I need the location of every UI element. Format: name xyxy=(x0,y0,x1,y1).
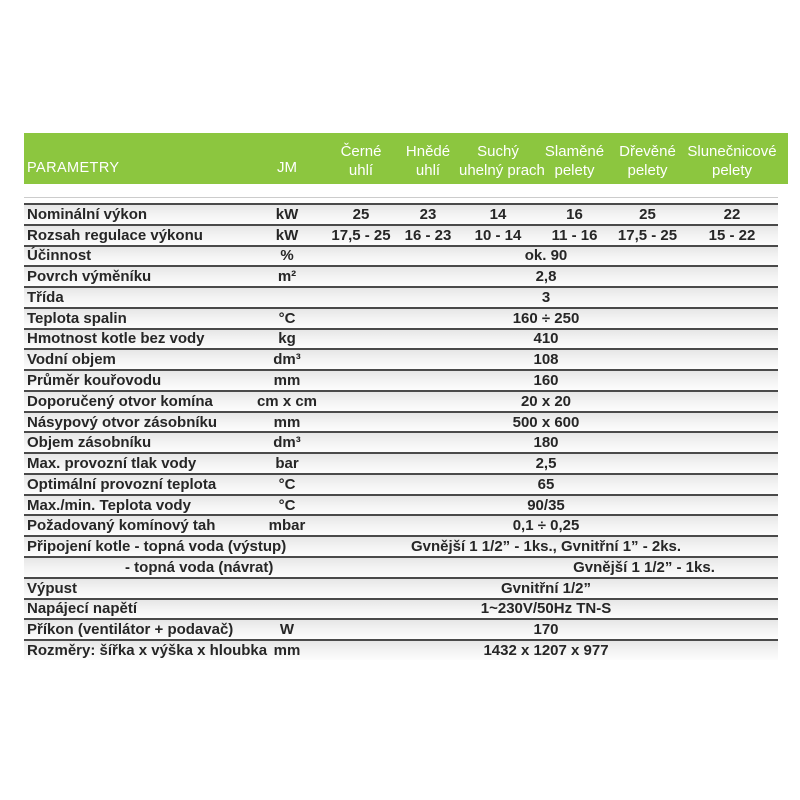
table-row xyxy=(24,369,778,390)
header-line: pelety xyxy=(554,162,595,179)
value-cell: 17,5 - 25 xyxy=(331,226,391,244)
table-row xyxy=(24,618,778,639)
value-cell: 16 xyxy=(566,205,583,223)
row-label: Průměr kouřovodu xyxy=(27,372,162,389)
header-line: Černé xyxy=(340,143,382,160)
row-unit: mm xyxy=(273,372,301,389)
row-label: Násypový otvor zásobníku xyxy=(27,413,218,431)
table-row xyxy=(24,286,778,307)
row-unit: mbar xyxy=(268,517,306,535)
row-label: Rozsah regulace výkonu xyxy=(27,226,203,244)
table-row xyxy=(24,328,778,349)
header-line: Hnědé xyxy=(405,143,451,160)
table-row xyxy=(24,411,778,432)
value-cell: 17,5 - 25 xyxy=(617,226,678,244)
header-line: pelety xyxy=(711,162,753,179)
value-cell: 25 xyxy=(639,205,656,223)
header-line: Slaměné xyxy=(544,143,605,160)
row-label: Třída xyxy=(27,288,64,306)
table-row xyxy=(24,265,778,286)
row-unit: bar xyxy=(275,455,299,473)
row-unit: kW xyxy=(275,205,299,223)
row-unit: cm x cm xyxy=(256,392,318,410)
value-cell: 22 xyxy=(723,205,741,223)
row-label: Max. provozní tlak vody xyxy=(27,455,197,473)
header-line: pelety xyxy=(627,162,668,179)
header-slunecnicove-pelety xyxy=(683,142,781,184)
row-values xyxy=(325,206,781,223)
table-row xyxy=(24,245,778,266)
merged-value-cell: 160 xyxy=(533,372,559,389)
header-cerne-uhli xyxy=(325,142,397,184)
divider-line xyxy=(24,197,778,198)
merged-value-cell: Gvnější 1 1/2” - 1ks., Gvnitřní 1” - 2ks. xyxy=(410,538,682,556)
merged-value-cell: 0,1 ÷ 0,25 xyxy=(512,517,580,535)
header-hnede-uhli xyxy=(397,142,459,184)
row-label: Teplota spalin xyxy=(27,309,127,327)
merged-value-cell: Gvnější 1 1/2” - 1ks. xyxy=(573,558,715,576)
table-row xyxy=(24,514,778,535)
value-cell: 11 - 16 xyxy=(551,226,598,244)
table-row xyxy=(24,203,778,224)
merged-value-cell: 2,5 xyxy=(535,455,557,473)
row-label: Požadovaný komínový tah xyxy=(27,517,216,535)
merged-value-cell: 1~230V/50Hz TN-S xyxy=(480,600,612,618)
table-row xyxy=(24,452,778,473)
merged-value-cell: 160 ÷ 250 xyxy=(512,309,580,327)
merged-value-cell: 3 xyxy=(541,288,551,306)
table-row xyxy=(24,556,778,577)
value-cell: 15 - 22 xyxy=(708,226,756,244)
header-slamene-pelety xyxy=(537,142,612,184)
row-label: - topná voda (návrat) xyxy=(125,558,274,576)
table-row xyxy=(24,577,778,598)
row-unit: dm³ xyxy=(273,351,301,369)
header-drevene-pelety xyxy=(612,142,683,184)
header-line: Slunečnicové xyxy=(687,143,777,160)
row-unit: kg xyxy=(278,330,296,348)
table-row xyxy=(24,348,778,369)
row-label: Napájecí napětí xyxy=(27,600,138,618)
header-line: uhlí xyxy=(348,162,374,179)
merged-value-cell: 20 x 20 xyxy=(520,392,572,410)
row-unit: m² xyxy=(277,268,297,286)
value-cell: 14 xyxy=(489,205,507,223)
row-label: Max./min. Teplota vody xyxy=(27,496,191,514)
merged-value-cell: 410 xyxy=(533,330,559,348)
row-unit: % xyxy=(280,247,294,265)
table-row xyxy=(24,431,778,452)
row-label: Výpust xyxy=(27,579,78,597)
row-label: Připojení kotle - topná voda (výstup) xyxy=(27,538,287,556)
value-cell: 16 - 23 xyxy=(404,226,452,244)
row-unit: °C xyxy=(278,309,296,327)
row-unit: kW xyxy=(275,226,299,244)
table-row xyxy=(24,494,778,515)
row-label: Povrch výměníku xyxy=(27,268,152,286)
row-label: Vodní objem xyxy=(27,351,116,369)
header-suchy-uhelny-prach xyxy=(459,142,545,184)
header-line: Suchý xyxy=(477,143,519,160)
merged-value-cell: ok. 90 xyxy=(524,247,568,265)
header-line: uhlí xyxy=(415,162,441,179)
header-jm: JM xyxy=(277,159,297,176)
merged-value-cell: 2,8 xyxy=(535,268,557,286)
header-line: Dřevěné xyxy=(619,143,676,160)
row-label: Příkon (ventilátor + podavač) xyxy=(27,621,234,639)
row-values xyxy=(325,227,781,244)
row-unit: dm³ xyxy=(273,434,301,452)
fuel-column-headers xyxy=(325,142,781,184)
row-label: Nominální výkon xyxy=(27,205,148,223)
row-label: Objem zásobníku xyxy=(27,434,152,452)
row-unit: °C xyxy=(278,496,296,514)
spec-table-body xyxy=(24,203,778,660)
table-row xyxy=(24,598,778,619)
table-row xyxy=(24,224,778,245)
row-label: Hmotnost kotle bez vody xyxy=(27,330,205,348)
merged-value-cell: 90/35 xyxy=(527,496,565,514)
table-row xyxy=(24,535,778,556)
table-row xyxy=(24,639,778,660)
row-label: Účinnost xyxy=(27,247,92,265)
row-unit: °C xyxy=(278,475,296,493)
merged-value-cell: 500 x 600 xyxy=(512,413,580,431)
merged-value-cell: 108 xyxy=(533,351,559,369)
merged-value-cell: 65 xyxy=(537,475,555,493)
table-row xyxy=(24,390,778,411)
table-row xyxy=(24,473,778,494)
row-label: Optimální provozní teplota xyxy=(27,475,217,493)
row-unit: mm xyxy=(273,641,301,659)
row-unit: W xyxy=(279,621,295,639)
value-cell: 10 - 14 xyxy=(474,226,522,244)
value-cell: 25 xyxy=(352,205,370,223)
merged-value-cell: 180 xyxy=(533,434,559,452)
row-unit: mm xyxy=(273,413,301,431)
value-cell: 23 xyxy=(419,205,437,223)
merged-value-cell: 170 xyxy=(533,621,559,639)
table-row xyxy=(24,307,778,328)
merged-value-cell: 1432 x 1207 x 977 xyxy=(483,641,609,659)
row-label: Doporučený otvor komína xyxy=(27,392,213,410)
row-label: Rozměry: šířka x výška x hloubka xyxy=(27,641,268,659)
header-line: uhelný prach xyxy=(459,162,545,179)
header-parametry: PARAMETRY xyxy=(27,160,120,176)
table-header-row xyxy=(24,133,788,184)
merged-value-cell: Gvnitřní 1/2” xyxy=(500,579,592,597)
